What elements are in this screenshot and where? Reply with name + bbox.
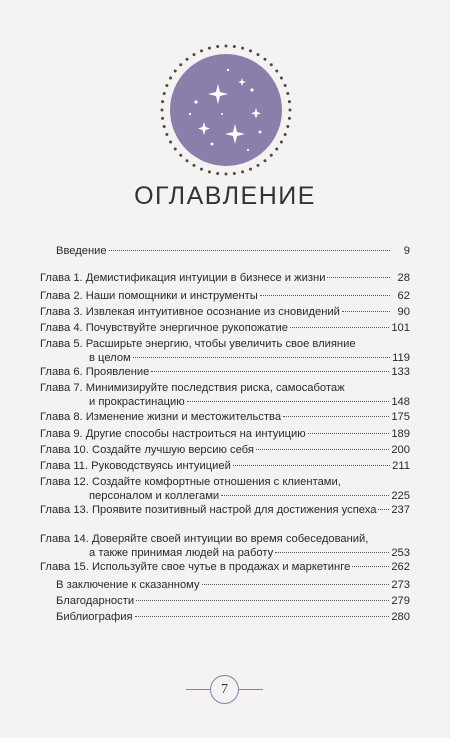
toc-page-number: 225 <box>391 490 410 502</box>
toc-entry[interactable] <box>40 503 410 517</box>
ring-dot <box>284 133 287 136</box>
ring-dot <box>208 47 211 50</box>
ring-dot <box>257 164 260 167</box>
toc-entry-row <box>56 610 410 624</box>
toc-page-number: 28 <box>397 272 410 284</box>
ring-dot <box>163 125 166 128</box>
toc-entry-row <box>40 351 410 365</box>
toc-entry-row <box>40 395 410 409</box>
toc-entry[interactable] <box>40 459 410 473</box>
toc-entry[interactable] <box>40 381 410 409</box>
toc-entry-label: Библиография <box>56 611 133 623</box>
ring-dot <box>249 49 252 52</box>
toc-entry-label: Глава 1. Демистификация интуиции в бизнесе и жизни <box>40 272 326 284</box>
toc-entry-row <box>40 427 410 441</box>
ring-dot <box>233 45 236 48</box>
dot-leader <box>352 566 389 567</box>
toc-entry-label: Глава 15. Используйте свое чутье в продажах и маркетинге <box>40 561 351 573</box>
toc-page-number: 9 <box>403 245 410 257</box>
toc-entry-label-continued: и прокрастинацию <box>89 396 185 408</box>
toc-entry-row <box>40 489 410 503</box>
toc-entry[interactable] <box>40 410 410 424</box>
page-title: ОГЛАВЛЕНИЕ <box>134 182 316 210</box>
toc-entry-label: Глава 13. Проявите позитивный настрой для достижения успеха <box>40 504 377 516</box>
toc-entry-label: Глава 6. Проявление <box>40 366 150 378</box>
ring-dot <box>270 154 273 157</box>
ring-dot <box>280 141 283 144</box>
dot-leader <box>233 465 390 466</box>
toc-entry-row <box>56 244 410 258</box>
ring-dot <box>263 58 266 61</box>
dot-leader <box>187 401 390 402</box>
ring-dot <box>161 117 164 120</box>
toc-entry[interactable] <box>40 271 410 285</box>
toc-entry-label: Глава 8. Изменение жизни и местожительства <box>40 411 282 423</box>
ring-dot <box>263 159 266 162</box>
toc-entry-label: Благодарности <box>56 595 135 607</box>
ring-dot <box>174 70 177 73</box>
toc-entry-row <box>40 459 410 473</box>
toc-entry[interactable] <box>56 244 410 258</box>
ring-dot <box>179 63 182 66</box>
toc-page-number: 280 <box>391 611 410 623</box>
toc-entry-row <box>40 365 410 379</box>
page-number-badge <box>210 675 239 704</box>
toc-entry-row <box>40 305 410 319</box>
toc-entry[interactable] <box>40 305 410 319</box>
toc-entry-row <box>40 271 410 285</box>
dot-leader <box>136 600 389 601</box>
dot-leader <box>221 495 389 496</box>
toc-entry-label: Глава 10. Создайте лучшую версию себя <box>40 444 254 456</box>
toc-page-number: 279 <box>391 595 410 607</box>
ring-dot <box>241 170 244 173</box>
toc-entry-row <box>40 560 410 574</box>
toc-entry[interactable] <box>40 443 410 457</box>
ring-dot <box>225 173 228 176</box>
toc-page-number: 253 <box>391 547 410 559</box>
ring-dot <box>193 164 196 167</box>
dot-leader <box>133 357 390 358</box>
dot-leader <box>275 552 389 553</box>
toc-entry[interactable] <box>56 594 410 608</box>
ring-dot <box>275 70 278 73</box>
dot-leader <box>260 295 390 296</box>
ring-dot <box>289 109 292 112</box>
ring-dot <box>169 141 172 144</box>
ring-dot <box>163 92 166 95</box>
toc-entry[interactable] <box>40 289 410 303</box>
ring-dot <box>280 77 283 80</box>
toc-entry-row <box>40 410 410 424</box>
dot-leader <box>256 449 389 450</box>
toc-entry-row <box>56 578 410 592</box>
dot-leader <box>109 250 390 251</box>
ring-dot <box>165 84 168 87</box>
toc-entry-label: Глава 11. Руководствуясь интуицией <box>40 460 231 472</box>
ring-dot <box>284 84 287 87</box>
toc-entry-label: Глава 5. Расширьте энергию, чтобы увеличить свое влияние <box>40 338 356 350</box>
toc-page-number: 273 <box>391 579 410 591</box>
dot-leader <box>342 311 390 312</box>
toc-entry-row <box>40 503 410 517</box>
toc-entry[interactable] <box>40 560 410 574</box>
ring-dot <box>270 63 273 66</box>
dot-leader <box>290 327 389 328</box>
toc-entry-row <box>40 443 410 457</box>
toc-page-number: 133 <box>391 366 410 378</box>
ring-dot <box>186 58 189 61</box>
ring-dot <box>233 172 236 175</box>
toc-entry-label-continued: персоналом и коллегами <box>89 490 220 502</box>
ring-dot <box>288 100 291 103</box>
footer-rule-right <box>239 689 263 690</box>
starry-sky-emblem <box>156 40 296 180</box>
ring-dot <box>200 168 203 171</box>
toc-entry-label: Глава 12. Создайте комфортные отношения с клиентами, <box>40 476 341 488</box>
ring-dot <box>200 49 203 52</box>
footer-rule-left <box>186 689 210 690</box>
toc-entry[interactable] <box>40 532 410 560</box>
ring-dot <box>286 125 289 128</box>
toc-entry-label: Глава 3. Извлекая интуитивное осознание из сновидений <box>40 306 340 318</box>
toc-page-number: 262 <box>391 561 410 573</box>
dot-leader <box>151 371 389 372</box>
toc-entry[interactable] <box>40 337 410 365</box>
toc-entry-row <box>40 289 410 303</box>
ring-dot <box>216 45 219 48</box>
toc-page-number: 62 <box>397 290 410 302</box>
toc-page-number: 101 <box>391 322 410 334</box>
toc-entry-label-continued: в целом <box>89 352 131 364</box>
toc-entry[interactable] <box>40 321 410 335</box>
dot-leader <box>308 433 390 434</box>
toc-entry[interactable] <box>40 427 410 441</box>
ring-dot <box>169 77 172 80</box>
page-number: 7 <box>221 681 228 697</box>
ring-dot <box>179 154 182 157</box>
toc-entry[interactable] <box>40 365 410 379</box>
ring-dot <box>165 133 168 136</box>
toc-entry-label: Введение <box>56 245 107 257</box>
toc-entry-label: Глава 14. Доверяйте своей интуиции во время собеседований, <box>40 533 369 545</box>
dot-leader <box>202 584 390 585</box>
toc-page-number: 211 <box>392 460 410 472</box>
toc-page-number: 200 <box>391 444 410 456</box>
toc-entry-label: В заключение к сказанному <box>56 579 200 591</box>
ring-dot <box>161 100 164 103</box>
dot-leader <box>327 277 390 278</box>
ring-dot <box>288 117 291 120</box>
toc-page-number: 90 <box>397 306 410 318</box>
ring-dot <box>161 109 164 112</box>
toc-entry-row <box>40 546 410 560</box>
dot-leader <box>378 509 389 510</box>
toc-entry-label: Глава 4. Почувствуйте энергичное рукопожатие <box>40 322 288 334</box>
ring-dot <box>249 168 252 171</box>
ring-dot <box>257 53 260 56</box>
toc-entry[interactable] <box>56 578 410 592</box>
toc-page-number: 189 <box>391 428 410 440</box>
toc-entry-label: Глава 7. Минимизируйте последствия риска, самосаботаж <box>40 382 345 394</box>
dot-leader <box>283 416 389 417</box>
dot-leader <box>135 616 390 617</box>
ring-dot <box>225 45 228 48</box>
ring-dot <box>241 47 244 50</box>
ring-dot <box>286 92 289 95</box>
toc-entry[interactable] <box>40 475 410 503</box>
toc-entry-label: Глава 2. Наши помощники и инструменты <box>40 290 258 302</box>
ring-dot <box>186 159 189 162</box>
toc-page-number: 237 <box>391 504 410 516</box>
toc-entry-row <box>40 321 410 335</box>
toc-entry-label-continued: а также принимая людей на работу <box>89 547 274 559</box>
toc-entry-row <box>56 594 410 608</box>
ring-dot <box>193 53 196 56</box>
toc-page-number: 175 <box>391 411 410 423</box>
ring-dot <box>174 147 177 150</box>
ring-dot <box>208 170 211 173</box>
toc-page-number: 119 <box>392 352 410 364</box>
toc-entry-label: Глава 9. Другие способы настроиться на интуицию <box>40 428 306 440</box>
ring-dot <box>216 172 219 175</box>
toc-page-number: 148 <box>391 396 410 408</box>
toc-entry[interactable] <box>56 610 410 624</box>
ring-dot <box>275 147 278 150</box>
